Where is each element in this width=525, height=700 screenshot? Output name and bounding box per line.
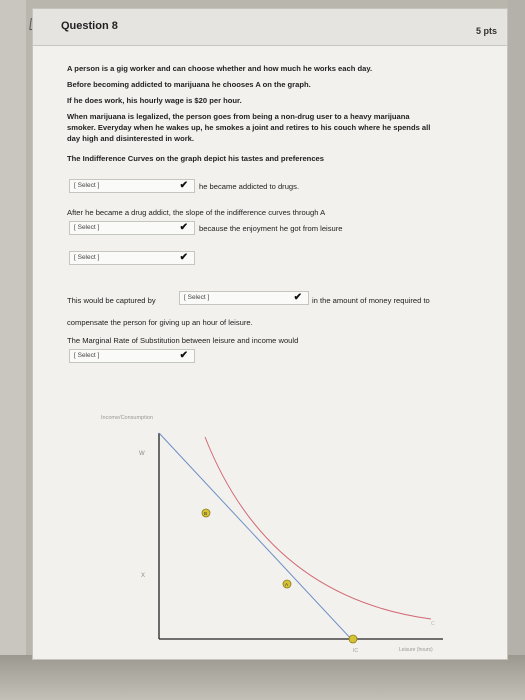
y-axis-title: Income/Consumption xyxy=(101,415,153,421)
point-c xyxy=(349,635,357,643)
captured-by-dropdown[interactable] xyxy=(179,291,309,305)
question-title: Question 8 xyxy=(61,20,118,32)
paragraph-3: If he does work, his hourly wage is $20 per hour. xyxy=(67,96,242,105)
point-b-label: B xyxy=(204,511,208,516)
dropdown-label: [ Select ] xyxy=(74,224,100,231)
mrs-dropdown[interactable] xyxy=(69,349,195,363)
screen-bezel-right xyxy=(508,0,525,700)
paragraph-4b: smoker. Everyday when he wakes up, he smokes a joint and retires to his couch where he spends all xyxy=(67,123,431,132)
point-a-label: A xyxy=(285,582,289,587)
slope-dropdown[interactable] xyxy=(69,221,195,235)
paragraph-6-after: because the enjoyment he got from leisure xyxy=(199,224,343,233)
label-x: X xyxy=(141,573,146,579)
paragraph-2: Before becoming addicted to marijuana he chooses A on the graph. xyxy=(67,80,311,89)
paragraph-5: The Indifference Curves on the graph depict his tastes and preferences xyxy=(67,154,324,163)
budget-indifference-graph xyxy=(63,397,473,657)
paragraph-6: After he became a drug addict, the slope of the indifference curves through A xyxy=(67,208,326,217)
question-card xyxy=(32,8,508,660)
chevron-down-icon: ✔ xyxy=(293,292,302,303)
paragraph-8: The Marginal Rate of Substitution between leisure and income would xyxy=(67,336,299,345)
budget-line xyxy=(159,433,353,641)
chevron-down-icon: ✔ xyxy=(179,222,188,233)
label-w: W xyxy=(139,451,145,457)
dropdown-label: [ Select ] xyxy=(74,254,100,261)
paragraph-4a: When marijuana is legalized, the person goes from being a non-drug user to a heavy marijuana xyxy=(67,112,410,121)
label-c: C xyxy=(431,621,435,627)
paragraph-4c: day high and disinterested in work. xyxy=(67,134,195,143)
chevron-down-icon: ✔ xyxy=(179,180,188,191)
dropdown-label: [ Select ] xyxy=(74,182,100,189)
dropdown-label: [ Select ] xyxy=(74,352,100,359)
chevron-down-icon: ✔ xyxy=(179,350,188,361)
chevron-down-icon: ✔ xyxy=(179,252,188,263)
question-points: 5 pts xyxy=(475,26,497,36)
screen-bezel-bottom xyxy=(0,655,525,700)
paragraph-7-after: in the amount of money required to xyxy=(312,296,430,305)
paragraph-7b: compensate the person for giving up an hour of leisure. xyxy=(67,318,253,327)
label-ic: IC xyxy=(353,648,358,654)
screen-bezel-left xyxy=(0,0,26,700)
preferences-dropdown[interactable] xyxy=(69,179,195,193)
enjoyment-dropdown[interactable] xyxy=(69,251,195,265)
paragraph-1: A person is a gig worker and can choose whether and how much he works each day. xyxy=(67,64,373,73)
question-header xyxy=(33,9,507,46)
paragraph-7-before: This would be captured by xyxy=(67,296,156,305)
dropdown-label: [ Select ] xyxy=(184,294,210,301)
paragraph-5-after: he became addicted to drugs. xyxy=(199,182,300,191)
indifference-curve xyxy=(205,437,431,619)
x-axis-title: Leisure (hours) xyxy=(399,647,433,653)
